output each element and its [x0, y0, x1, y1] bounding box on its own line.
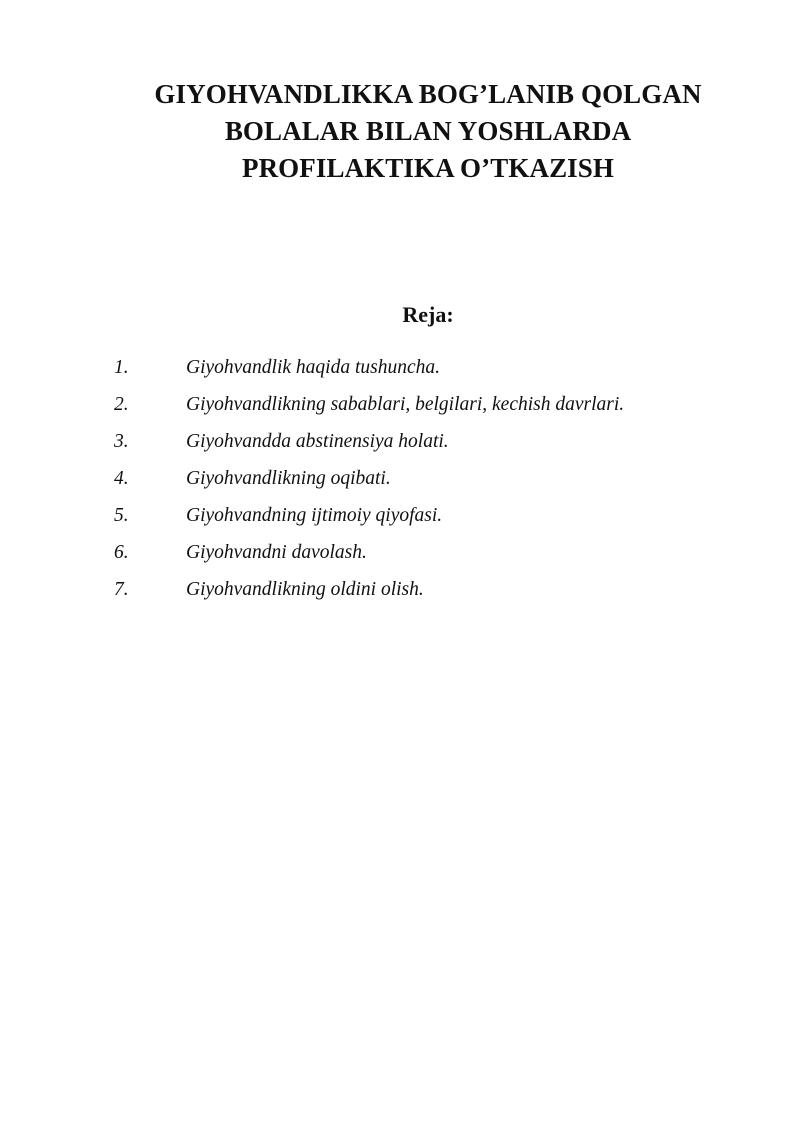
plan-item-text: Giyohvandlikning oldini olish.	[186, 579, 424, 600]
plan-item-text: Giyohvandlik haqida tushuncha.	[186, 357, 441, 378]
plan-item-number: 1.	[114, 357, 129, 378]
plan-heading: Reja:	[402, 302, 454, 327]
plan-item-number: 5.	[114, 505, 129, 526]
plan-item-number: 2.	[114, 394, 129, 415]
plan-item-number: 6.	[114, 542, 129, 563]
title-line: GIYOHVANDLIKKA BOG’LANIB QOLGAN	[154, 79, 702, 109]
plan-item-number: 4.	[114, 468, 129, 489]
plan-item-number: 7.	[114, 579, 129, 600]
plan-item-text: Giyohvandlikning oqibati.	[186, 468, 391, 489]
document-title	[118, 76, 738, 187]
title-line: BOLALAR BILAN YOSHLARDA	[224, 116, 632, 146]
title-line: PROFILAKTIKA O’TKAZISH	[241, 153, 614, 183]
plan-item-text: Giyohvandning ijtimoiy qiyofasi.	[186, 505, 443, 526]
plan-item-text: Giyohvandda abstinensiya holati.	[186, 431, 449, 452]
plan-item-text: Giyohvandlikning sabablari, belgilari, kechish davrlari.	[186, 394, 625, 415]
plan-item-text: Giyohvandni davolash.	[186, 542, 367, 563]
plan-item-number: 3.	[114, 431, 129, 452]
